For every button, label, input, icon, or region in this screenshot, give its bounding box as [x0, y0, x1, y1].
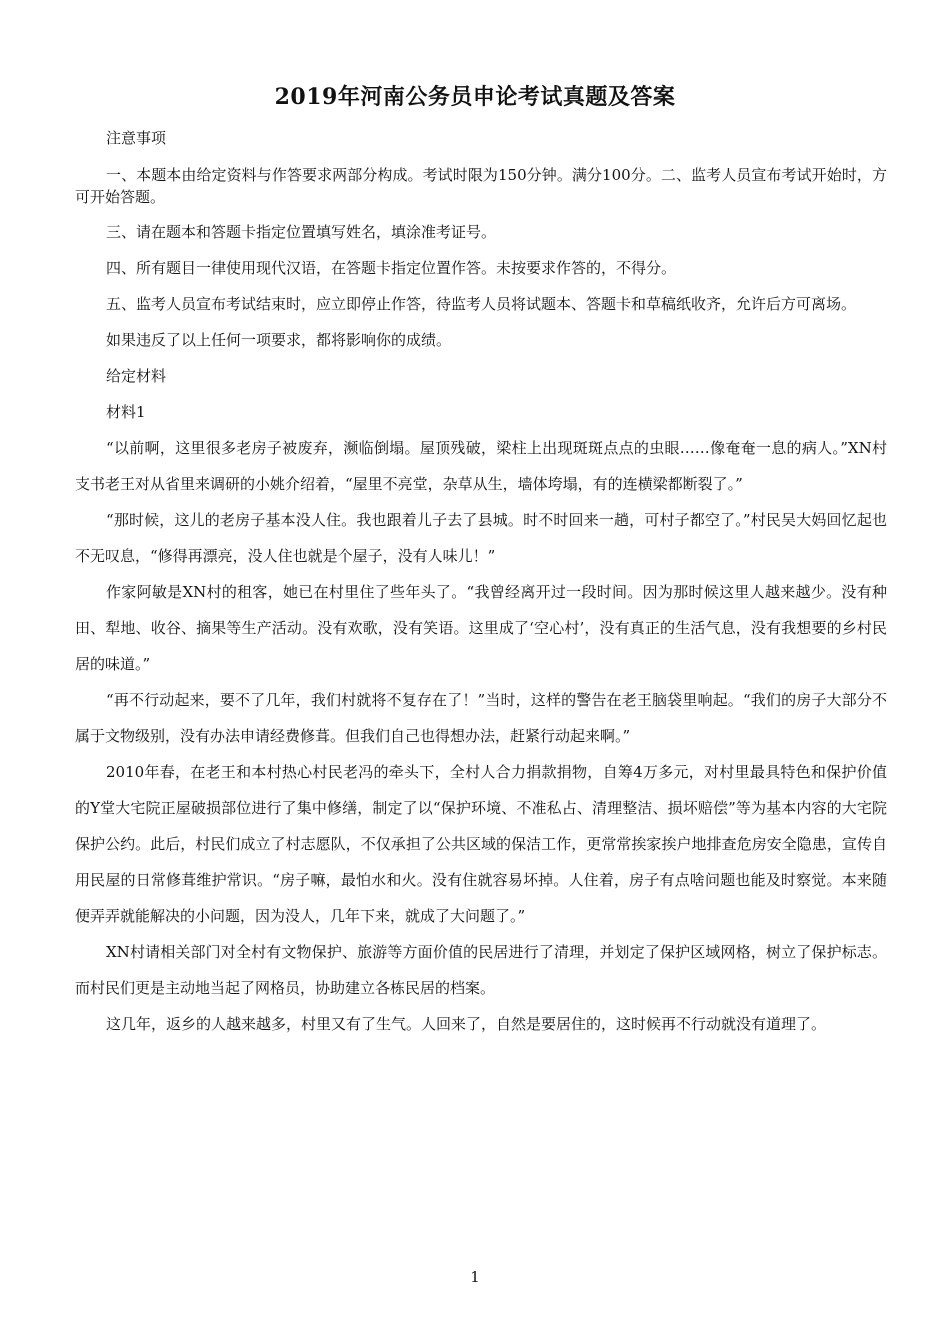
notice-item-5: 五、监考人员宣布考试结束时，应立即停止作答，待监考人员将试题本、答题卡和草稿纸收齐，允许后方可离场。: [106, 295, 857, 313]
document-title: 2019年河南公务员申论考试真题及答案: [274, 84, 676, 110]
material-paragraph: “那时候，这儿的老房子基本没人住。我也跟着儿子去了县城。时不时回来一趟，可村子都空了。”村民吴大妈回忆起也不无叹息，“修得再漂亮，没人住也就是个屋子，没有人味儿！”: [75, 511, 887, 565]
notice-item-1-2: 一、本题本由给定资料与作答要求两部分构成。考试时限为150分钟。满分100分。二、监考人员宣布考试开始时，方可开始答题。: [75, 166, 887, 206]
material-paragraph: 这几年，返乡的人越来越多，村里又有了生气。人回来了，自然是要居住的，这时候再不行动就没有道理了。: [106, 1015, 827, 1033]
page-number: 1: [470, 1268, 480, 1286]
material-paragraph: 作家阿敏是XN村的租客，她已在村里住了些年头了。“我曾经离开过一段时间。因为那时候这里人越来越少。没有种田、犁地、收谷、摘果等生产活动。没有欢歌，没有笑语。这里成了‘空心村’，没有真正的生活气息，没有我想要的乡村民居的味道。”: [75, 583, 887, 673]
notice-warning: 如果违反了以上任何一项要求，都将影响你的成绩。: [106, 331, 452, 349]
material-paragraph: 2010年春，在老王和本村热心村民老冯的牵头下，全村人合力捐款捐物，自筹4万多元，对村里最具特色和保护价值的Y堂大宅院正屋破损部位进行了集中修缮，制定了以“保护环境、不准私占、清理整洁、损坏赔偿”等为基本内容的大宅院保护公约。此后，村民们成立了村志愿队，不仅承担了公共区域的保洁工作，更常常挨家挨户地排查危房安全隐患，宣传自用民屋的日常修葺维护常识。“房子嘛，最怕水和火。没有住就容易坏掉。人住着，房子有点啥问题也能及时察觉。本来随便弄弄就能解决的小问题，因为没人，几年下来，就成了大问题了。”: [75, 763, 887, 925]
notice-item-3: 三、请在题本和答题卡指定位置填写姓名，填涂准考证号。: [106, 223, 497, 241]
material-paragraph: “再不行动起来，要不了几年，我们村就将不复存在了！”当时，这样的警告在老王脑袋里响起。“我们的房子大部分不属于文物级别，没有办法申请经费修葺。但我们自己也得想办法，赶紧行动起来啊。”: [75, 691, 887, 745]
notice-item-4: 四、所有题目一律使用现代汉语，在答题卡指定位置作答。未按要求作答的，不得分。: [106, 259, 677, 277]
notice-heading: 注意事项: [106, 129, 167, 147]
document-body: [75, 120, 887, 1042]
material-paragraph: XN村请相关部门对全村有文物保护、旅游等方面价值的民居进行了清理，并划定了保护区域网格，树立了保护标志。而村民们更是主动地当起了网格员，协助建立各栋民居的档案。: [75, 943, 887, 997]
material-paragraph: “以前啊，这里很多老房子被废弃，濒临倒塌。屋顶残破，梁柱上出现斑斑点点的虫眼……像奄奄一息的病人。”XN村支书老王对从省里来调研的小姚介绍着，“屋里不亮堂，杂草从生，墙体垮塌，有的连横梁都断裂了。”: [75, 439, 887, 493]
material-1-heading: 材料1: [106, 403, 146, 421]
given-materials-heading: 给定材料: [106, 367, 167, 385]
